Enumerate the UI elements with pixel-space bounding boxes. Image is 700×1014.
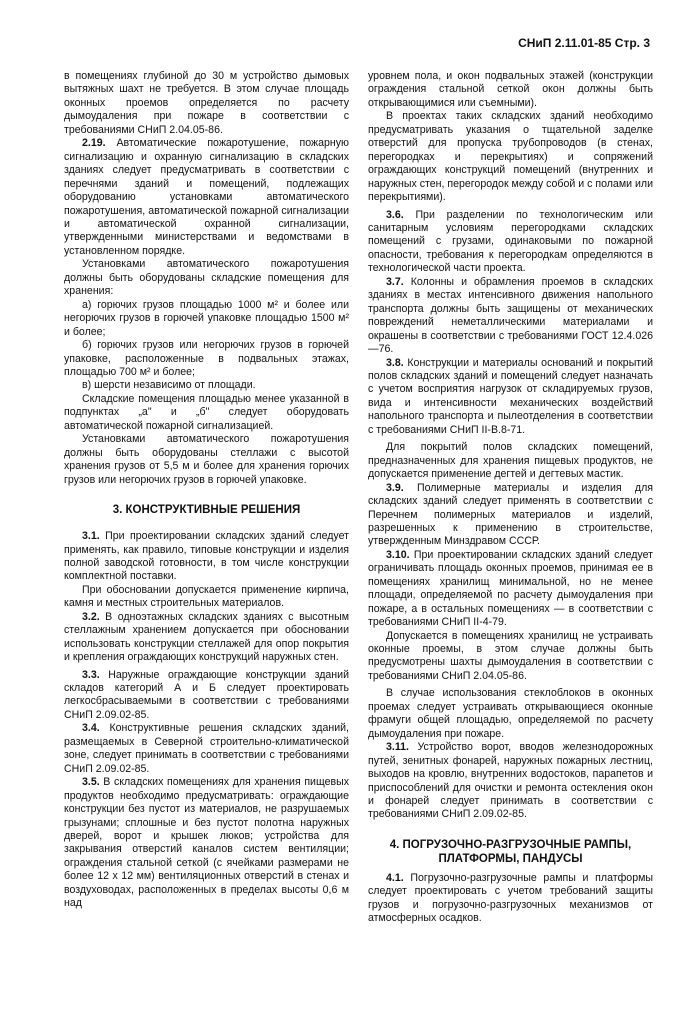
paragraph: уровнем пола, и окон подвальных этажей (конструкции ограждения стальной сеткой окон должны быть открывающимися или съемными).: [368, 70, 653, 109]
clause-number: 3.1.: [82, 530, 100, 543]
paragraph: Складские помещения площадью менее указанной в подпунктах „а" и „б" следует оборудовать автоматической пожарной сигнализацией.: [64, 392, 349, 432]
paragraph: [368, 209, 653, 276]
paragraph: [368, 357, 653, 438]
paragraph: [368, 741, 653, 822]
clause-number: 3.11.: [386, 741, 409, 754]
paragraph: [368, 276, 653, 357]
paragraph: Установками автоматического пожаротушения должны быть оборудованы стеллажи с высотой хранения грузов от 5,5 м и более для хранения горючих грузов или негорючих грузов в горючей упаковке.: [64, 433, 349, 486]
clause-number: 3.5.: [82, 776, 100, 789]
clause-number: 2.19.: [82, 137, 106, 150]
running-title: СНиП 2.11.01-85 Стр. 3: [518, 36, 650, 50]
clause-text: Автоматические пожаротушение, пожарную сигнализацию и охранную сигнализацию в складских зданиях следует предусматривать в соответствии с перечнями зданий и помещений, подлежащих оборудованию установками автоматического пожаротушения, автоматической пожарной сигнализации и автоматической охранной сигнализации, утвержденными министерствами и ведомствами в установленном порядке.: [64, 137, 349, 257]
clause-text: Колонны и обрамления проемов в складских зданиях в местах интенсивного движения напольного транспорта должны быть защищены от механических повреждений неметаллическими материалами и окрашены в соответствии с требованиями ГОСТ 12.4.026—76.: [368, 275, 653, 356]
paragraph: [64, 776, 349, 911]
paragraph: В случае использования стеклоблоков в оконных проемах следует устраивать открывающиеся оконные фрамуги общей площадью, определяемой по расчету дымоудаления при пожаре.: [368, 687, 653, 740]
clause-text: Конструктивные решения складских зданий, размещаемых в Северной строительно-климатической зоне, следует принимать в соответствии с требованиями СНиП 2.09.02-85.: [64, 722, 349, 775]
paragraph: В проектах таких складских зданий необходимо предусматривать указания о тщательной заделке отверстий для пропуска трубопроводов (в стенах, перегородках и перекрытиях) и сопряжений ограждающих конструкций помещений (внутренних и наружных стен, перегородок между собой и с полами или перекрытиями).: [368, 110, 653, 204]
clause-text: При проектировании складских зданий следует ограничивать площадь оконных проемов, принимая ее в помещениях хранилищ минимальной, но не менее площади, определяемой по расчету дымоудаления при пожаре, а в остальных помещениях — в соответствии с требованиями СНиП II-4-79.: [368, 548, 653, 629]
paragraph: Допускается в помещениях хранилищ не устраивать оконные проемы, в этом случае должны быть предусмотрены шахты дымоудаления в соответствии с требованиями СНиП 2.04.05-86.: [368, 629, 653, 682]
section-heading: 3. КОНСТРУКТИВНЫЕ РЕШЕНИЯ: [112, 504, 301, 517]
left-column: [64, 70, 349, 911]
clause-number: 3.9.: [386, 481, 404, 494]
clause-number: 3.7.: [386, 275, 404, 288]
paragraph: При обосновании допускается применение кирпича, камня и местных строительных материалов.: [64, 583, 349, 610]
list-item: б) горючих грузов или негорючих грузов в горючей упаковке, расположенные в подвальных этажах, площадью 700 м² и более;: [64, 339, 349, 378]
paragraph: [64, 722, 349, 776]
paragraph: Установками автоматического пожаротушения должны быть оборудованы складские помещения для хранения:: [64, 258, 349, 298]
paragraph: [64, 530, 349, 584]
clause-number: 3.8.: [386, 356, 404, 369]
clause-text: При разделении по технологическим или санитарным условиям перегородками складских помещений с грузами, одинаковыми по пожарной опасности, требования к перегородкам определяются в технологической части проекта.: [368, 208, 654, 275]
list-item: а) горючих грузов площадью 1000 м² и более или негорючих грузов в горючей упаковке площадью 1500 м² и более;: [64, 298, 349, 338]
paragraph: [64, 669, 349, 723]
right-column: [368, 70, 653, 926]
clause-number: 3.3.: [82, 668, 100, 681]
clause-number: 4.1.: [386, 871, 404, 884]
paragraph: Для покрытий полов складских помещений, предназначенных для хранения пищевых продуктов, не допускается применение дегтей и дегтевых мастик.: [368, 441, 653, 481]
clause-text: Конструкции и материалы оснований и покрытий полов складских зданий и помещений следует назначать с учетом восприятия нагрузок от складируемых грузов, вида и интенсивности механических воздействий напольного транспорта и пылеотделения в соответствии с требованиями СНиП II-В.8-71.: [368, 356, 653, 436]
paragraph: [368, 872, 653, 926]
paragraph: [368, 549, 653, 630]
section-heading: 4. ПОГРУЗОЧНО-РАЗГРУЗОЧНЫЕ РАМПЫ, ПЛАТФОРМЫ, ПАНДУСЫ: [389, 838, 632, 865]
clause-text: Погрузочно-разгрузочные рампы и платформы следует проектировать с учетом требований защиты грузов и погрузочно-разгрузочных механизмов от атмосферных осадков.: [368, 871, 653, 925]
clause-number: 3.2.: [82, 610, 100, 623]
paragraph: [64, 611, 349, 665]
clause-text: При проектировании складских зданий следует применять, как правило, типовые конструкции и изделия полной заводской готовности, в том числе конструкции комплектной поставки.: [64, 530, 349, 583]
clause-text: Полимерные материалы и изделия для складских зданий следует применять в соответствии с Перечнем полимерных материалов и изделий, разрешенных к применению в строительстве, утвержденным Минздравом СССР.: [368, 481, 654, 548]
clause-text: Устройство ворот, вводов железнодорожных путей, зенитных фонарей, наружных пожарных лестниц, выходов на кровлю, внутренних водостоков, парапетов и приспособлений для очистки и ремонта остекления окон и фонарей следует принимать в соответствии с требованиями СНиП 2.09.02-85.: [368, 741, 653, 821]
paragraph: [64, 137, 349, 258]
paragraph: в помещениях глубиной до 30 м устройство дымовых вытяжных шахт не требуется. В этом случае площадь оконных проемов определяется по расчету дымоудаления при пожаре в соответствии с требованиями СНиП 2.04.05-86.: [64, 70, 349, 136]
clause-number: 3.10.: [386, 548, 410, 561]
clause-text: В одноэтажных складских зданиях с высотным стеллажным хранением допускается при обосновании использовать конструкции стеллажей для опор покрытия и крепления ограждающих конструкций наружных стен.: [64, 610, 349, 664]
clause-text: В складских помещениях для хранения пищевых продуктов необходимо предусматривать: ограждающие конструкции без пустот из материалов, не разрушаемых грызунами; сплошные и без пустот полотна наружных дверей, ворот и крышек люков; устройства для закрывания отверстий каналов систем вентиляции; ограждения стальной сеткой (с ячейками размерами не более 12 х 12 мм) вентиляционных отверстий в стенах и воздуховодах, расположенных в пределах высоты 0,6 м над: [64, 776, 349, 910]
clause-number: 3.4.: [82, 722, 100, 735]
paragraph: [368, 482, 653, 549]
list-item: в) шерсти независимо от площади.: [82, 379, 256, 392]
clause-text: Наружные ограждающие конструкции зданий складов категорий А и Б следует проектировать легкосбрасываемыми в соответствии с требованиями СНиП 2.09.02-85.: [64, 668, 349, 721]
clause-number: 3.6.: [386, 208, 404, 221]
